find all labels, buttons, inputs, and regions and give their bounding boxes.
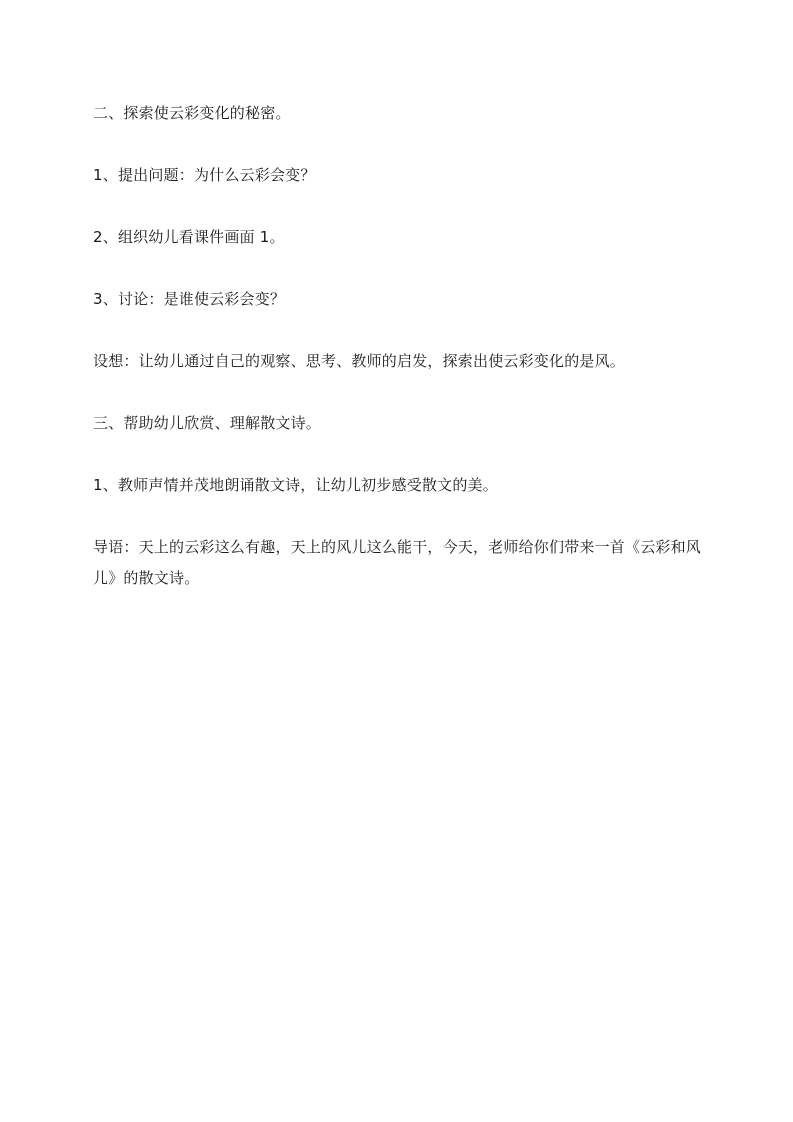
section-heading-explore: 二、探索使云彩变化的秘密。: [93, 104, 291, 122]
step-teacher-recite: 1、教师声情并茂地朗诵散文诗，让幼儿初步感受散文的美。: [93, 476, 498, 494]
intro-speech: 导语：天上的云彩这么有趣，天上的风儿这么能干，今天，老师给你们带来一首《云彩和风儿》的散文诗。: [93, 538, 702, 587]
document-body: [93, 98, 705, 625]
step-view-courseware: 2、组织幼儿看课件画面 1。: [93, 228, 285, 246]
design-note: 设想：让幼儿通过自己的观察、思考、教师的启发，探索出使云彩变化的是风。: [93, 352, 626, 370]
step-ask-question: 1、提出问题：为什么云彩会变？: [93, 166, 316, 184]
section-heading-appreciate: 三、帮助幼儿欣赏、理解散文诗。: [93, 414, 322, 432]
step-discussion: 3、讨论：是谁使云彩会变？: [93, 290, 286, 308]
